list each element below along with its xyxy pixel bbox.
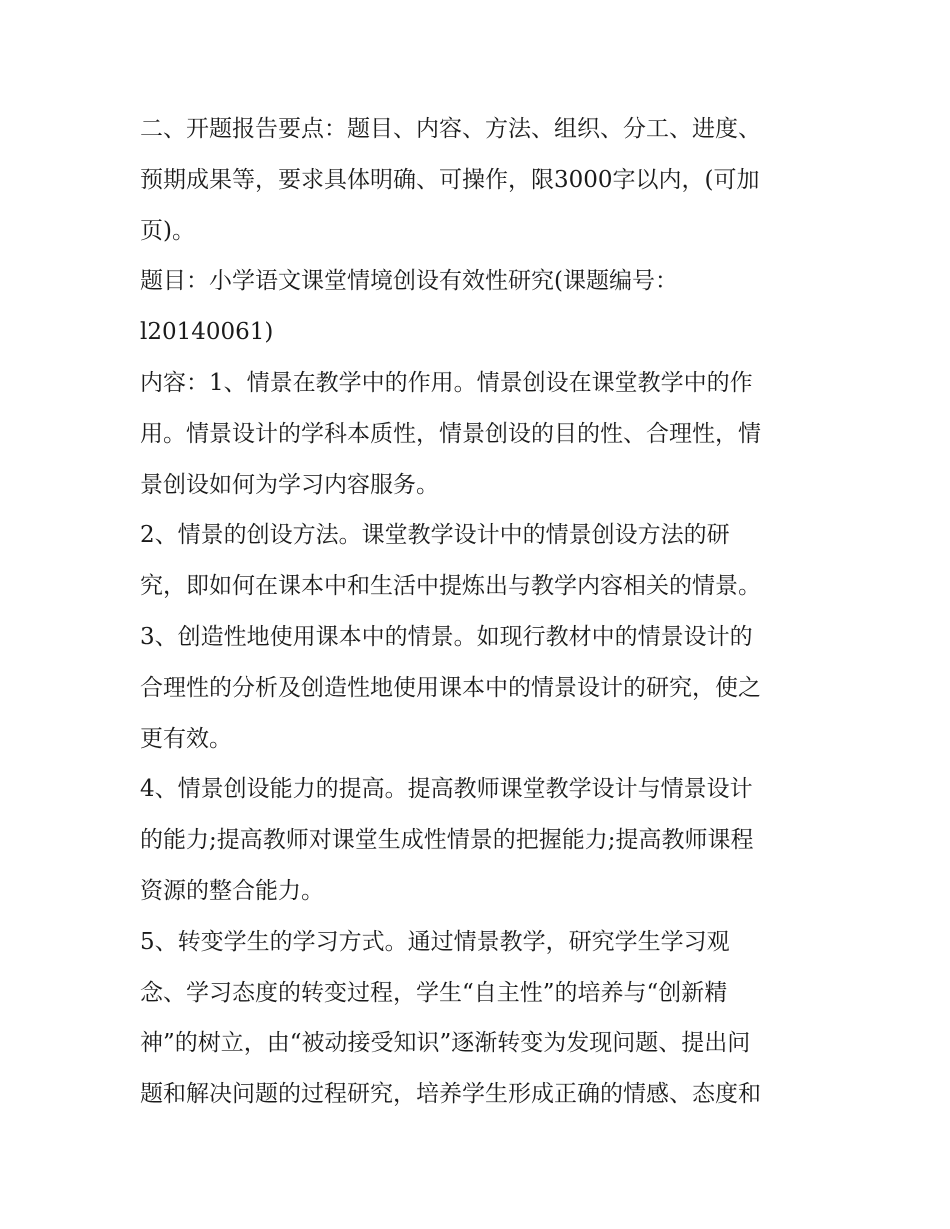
text-line: 念、学习态度的转变过程，学生“自主性”的培养与“创新精 (140, 979, 728, 1006)
text-line: 二、开题报告要点：题目、内容、方法、组织、分工、进度、 (140, 116, 761, 142)
text-line: 预期成果等，要求具体明确、可操作，限3000字以内，(可加 (140, 166, 760, 193)
text-line: 更有效。 (140, 725, 232, 752)
text-line: 的能力;提高教师对课堂生成性情景的把握能力;提高教师课程 (140, 827, 754, 854)
text-line: 景创设如何为学习内容服务。 (140, 471, 439, 498)
text-line: 究，即如何在课本中和生活中提炼出与教学内容相关的情景。 (140, 573, 761, 600)
text-line: 合理性的分析及创造性地使用课本中的情景设计的研究，使之 (140, 674, 761, 701)
text-line: 题目：小学语文课堂情境创设有效性研究(课题编号： (140, 268, 678, 295)
text-line: 内容：1、情景在教学中的作用。情景创设在课堂教学中的作 (140, 369, 753, 396)
text-line: 2、情景的创设方法。课堂教学设计中的情景创设方法的研 (140, 522, 730, 549)
text-line: 神”的树立，由“被动接受知识”逐渐转变为发现问题、提出问 (140, 1030, 751, 1057)
text-line: l20140061) (140, 319, 274, 346)
text-line: 5、转变学生的学习方式。通过情景教学，研究学生学习观 (140, 928, 730, 955)
text-line: 用。情景设计的学科本质性，情景创设的目的性、合理性，情 (140, 420, 761, 447)
text-line: 4、情景创设能力的提高。提高教师课堂教学设计与情景设计 (140, 776, 753, 803)
text-line: 题和解决问题的过程研究，培养学生形成正确的情感、态度和 (140, 1081, 761, 1108)
text-line: 页)。 (140, 217, 195, 244)
document-body (140, 104, 830, 1120)
text-line: 3、创造性地使用课本中的情景。如现行教材中的情景设计的 (140, 623, 753, 650)
text-line: 资源的整合能力。 (140, 877, 324, 904)
